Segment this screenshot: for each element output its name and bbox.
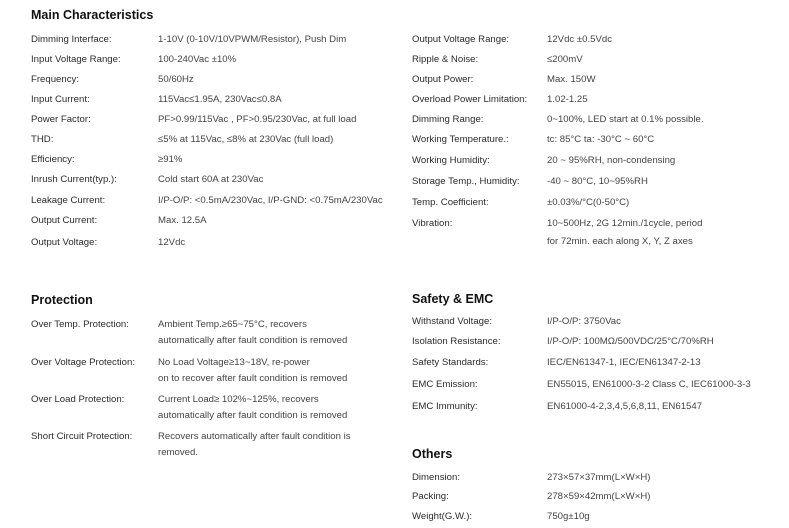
spec-value: EN55015, EN61000-3-2 Class C, IEC61000-3-3 (547, 379, 751, 390)
main-characteristics-title: Main Characteristics (31, 8, 154, 22)
spec-value: ≥91% (158, 154, 183, 165)
safety-emc-title: Safety & EMC (412, 292, 494, 306)
spec-label: Storage Temp., Humidity: (412, 176, 520, 187)
spec-value: 50/60Hz (158, 74, 194, 85)
spec-value: on to recover after fault condition is removed (158, 373, 348, 384)
spec-value: 0~100%, LED start at 0.1% possible. (547, 114, 704, 125)
spec-value: 750g±10g (547, 511, 590, 522)
spec-label: Isolation Resistance: (412, 336, 501, 347)
spec-label: Overload Power Limitation: (412, 94, 528, 105)
spec-label: Vibration: (412, 218, 453, 229)
spec-label: Input Current: (31, 94, 90, 105)
spec-label: Safety Standards: (412, 357, 489, 368)
spec-value: No Load Voltage≥13~18V, re-power (158, 357, 310, 368)
others-title: Others (412, 447, 453, 461)
spec-value: Ambient Temp.≥65~75°C, recovers (158, 319, 307, 330)
spec-label: Efficiency: (31, 154, 75, 165)
spec-label: EMC Emission: (412, 379, 478, 390)
spec-value: automatically after fault condition is removed (158, 410, 348, 421)
spec-value: Current Load≥ 102%~125%, recovers (158, 394, 319, 405)
spec-value: for 72min. each along X, Y, Z axes (547, 236, 693, 247)
spec-value: IEC/EN61347-1, IEC/EN61347-2-13 (547, 357, 701, 368)
spec-value: 278×59×42mm(L×W×H) (547, 491, 651, 502)
spec-label: Short Circuit Protection: (31, 431, 133, 442)
spec-value: automatically after fault condition is removed (158, 335, 348, 346)
spec-value: I/P-O/P: <0.5mA/230Vac, I/P-GND: <0.75mA/230Vac (158, 195, 383, 206)
spec-value: -40 ~ 80°C, 10~95%RH (547, 176, 648, 187)
spec-value: 10~500Hz, 2G 12min./1cycle, period (547, 218, 703, 229)
spec-label: Over Voltage Protection: (31, 357, 135, 368)
spec-label: Working Humidity: (412, 155, 490, 166)
spec-label: Ripple & Noise: (412, 54, 479, 65)
spec-value: 100-240Vac ±10% (158, 54, 237, 65)
spec-label: Leakage Current: (31, 195, 106, 206)
spec-label: Output Current: (31, 215, 98, 226)
spec-value: 20 ~ 95%RH, non-condensing (547, 155, 676, 166)
spec-label: Power Factor: (31, 114, 91, 125)
spec-label: Inrush Current(typ.): (31, 174, 117, 185)
spec-label: Weight(G.W.): (412, 511, 473, 522)
spec-value: 12Vdc (158, 237, 186, 248)
spec-value: 115Vac≤1.95A, 230Vac≤0.8A (158, 94, 282, 105)
spec-value: 273×57×37mm(L×W×H) (547, 472, 651, 483)
spec-value: 12Vdc ±0.5Vdc (547, 34, 613, 45)
spec-label: Output Voltage Range: (412, 34, 510, 45)
spec-label: Working Temperature.: (412, 134, 509, 145)
spec-value: Max. 150W (547, 74, 596, 85)
spec-value: removed. (158, 447, 198, 458)
spec-label: Frequency: (31, 74, 79, 85)
spec-label: Dimension: (412, 472, 460, 483)
spec-value: tc: 85°C ta: -30°C ~ 60°C (547, 134, 655, 145)
spec-label: Over Temp. Protection: (31, 319, 129, 330)
spec-value: ≤200mV (547, 54, 583, 65)
spec-value: Recovers automatically after fault condition is (158, 431, 351, 442)
spec-label: THD: (31, 134, 54, 145)
spec-value: EN61000-4-2,3,4,5,6,8,11, EN61547 (547, 401, 703, 412)
spec-label: Packing: (412, 491, 449, 502)
spec-label: Output Power: (412, 74, 474, 85)
spec-value: ±0.03%/°C(0-50°C) (547, 197, 630, 208)
spec-label: Input Voltage Range: (31, 54, 121, 65)
spec-value: 1-10V (0-10V/10VPWM/Resistor), Push Dim (158, 34, 347, 45)
spec-label: Dimming Interface: (31, 34, 112, 45)
spec-value: Cold start 60A at 230Vac (158, 174, 264, 185)
spec-value: PF>0.99/115Vac , PF>0.95/230Vac, at full load (158, 114, 357, 125)
spec-value: ≤5% at 115Vac, ≤8% at 230Vac (full load) (158, 134, 334, 145)
spec-label: Over Load Protection: (31, 394, 125, 405)
protection-title: Protection (31, 293, 93, 307)
spec-label: Output Voltage: (31, 237, 98, 248)
spec-label: Temp. Coefficient: (412, 197, 489, 208)
spec-value: I/P-O/P: 100MΩ/500VDC/25°C/70%RH (547, 336, 714, 347)
spec-value: I/P-O/P: 3750Vac (547, 316, 621, 327)
spec-value: 1.02-1.25 (547, 94, 588, 105)
spec-label: Withstand Voltage: (412, 316, 492, 327)
spec-label: Dimming Range: (412, 114, 484, 125)
spec-label: EMC Immunity: (412, 401, 478, 412)
spec-value: Max. 12.5A (158, 215, 207, 226)
